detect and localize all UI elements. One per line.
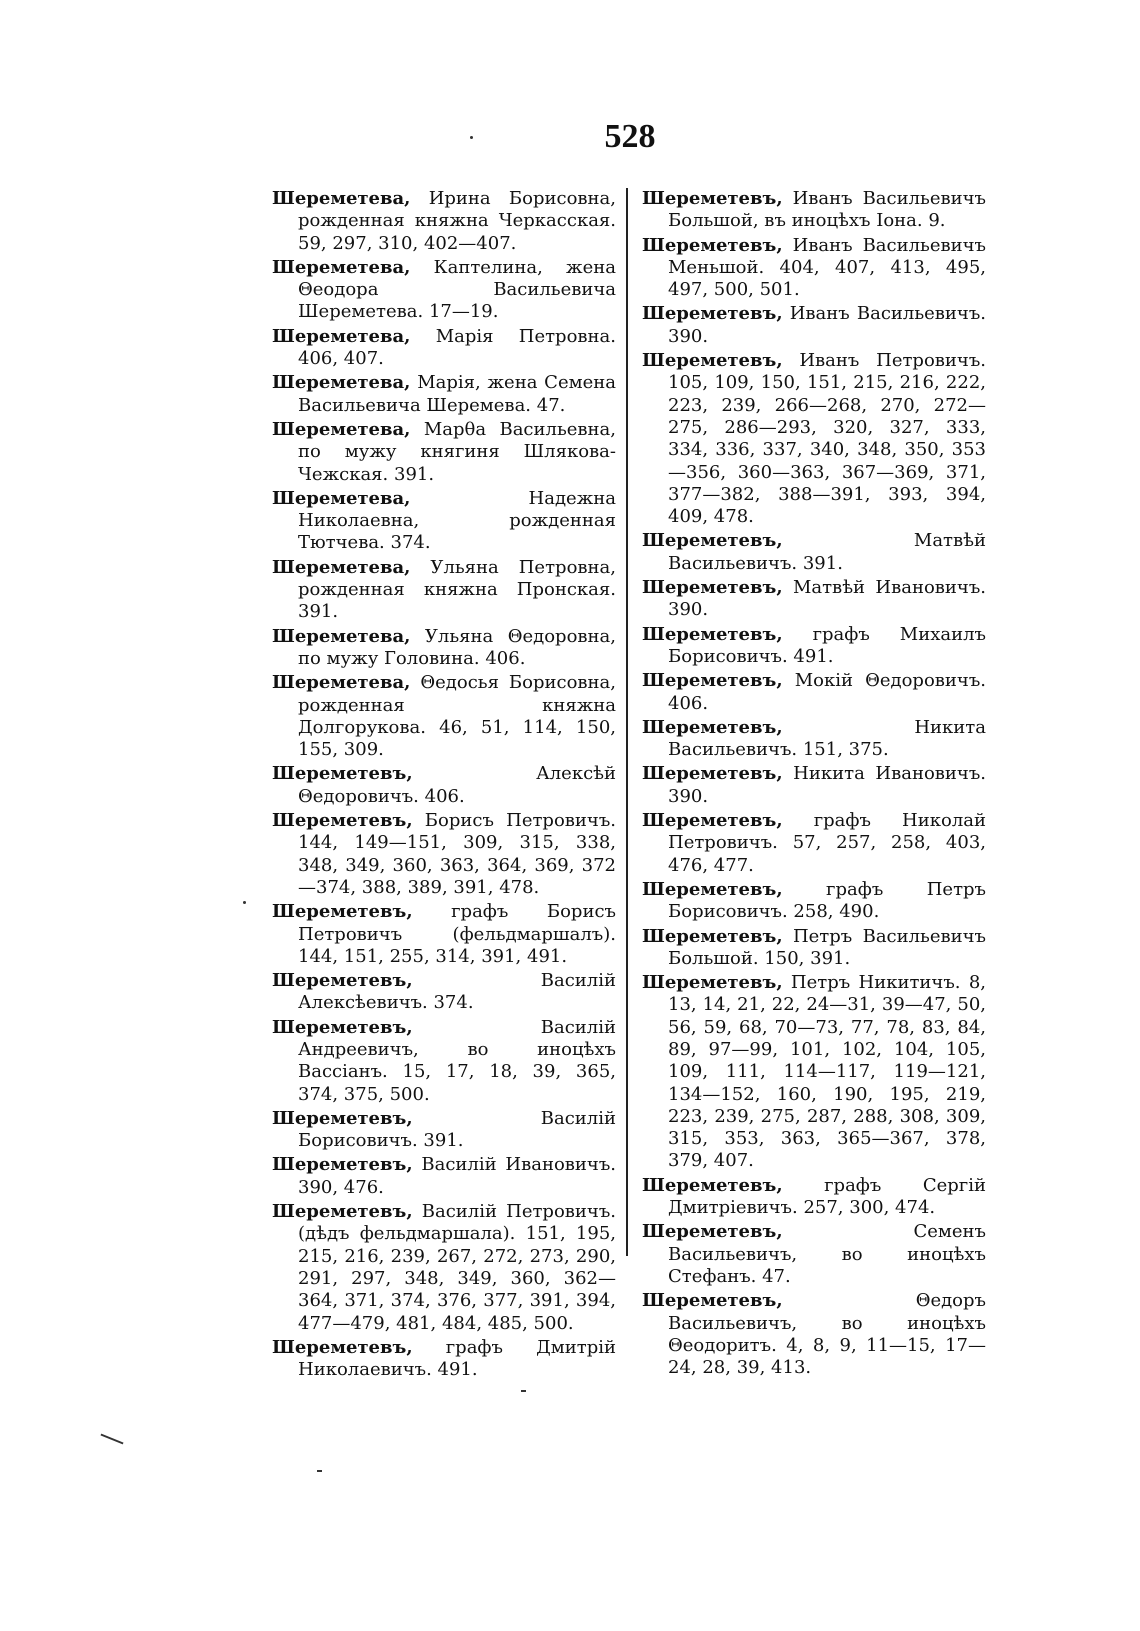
- entry-text: Иванъ Петровичъ. 105, 109, 150, 151, 215, 216, 222, 223, 239, 266—268, 270, 272—275, 286—293, 320, 327, 333, 334, 336, 337, 340, 348, 350, 353—356, 360—363, 367—369, 371, 377—382, 388—391, 393, 394, 409, 478.: [668, 350, 986, 528]
- index-entry: [642, 879, 986, 924]
- index-entry: [642, 530, 986, 575]
- entry-text: Марія Петровна. 406, 407.: [298, 325, 616, 370]
- page-number: 528: [604, 118, 656, 155]
- entry-text: Василій Андреевичъ, во иноцѣхъ Вассіанъ. 15, 17, 18, 39, 365, 374, 375, 500.: [298, 1016, 616, 1105]
- entry-text: графъ Николай Петровичъ. 57, 257, 258, 403, 476, 477.: [668, 810, 986, 876]
- index-entry: [642, 303, 986, 348]
- index-entry: [642, 577, 986, 622]
- entry-text: Надежна Николаевна, рожденная Тютчева. 374.: [298, 487, 616, 554]
- index-entry: [642, 810, 986, 877]
- index-entry: [272, 626, 616, 671]
- entry-text: Мокій Θедоровичъ. 406.: [668, 670, 986, 714]
- index-column-left: [272, 188, 616, 1383]
- entry-text: Иванъ Васильевичъ Большой, въ иноцѣхъ Іона. 9.: [668, 188, 986, 232]
- entry-text: графъ Борисъ Петровичъ (фельдмаршалъ). 144, 151, 255, 314, 391, 491.: [298, 901, 616, 967]
- index-entry: [642, 1175, 986, 1220]
- index-entry: [272, 1154, 616, 1199]
- entry-text: графъ Сергій Дмитріевичъ. 257, 300, 474.: [668, 1174, 986, 1219]
- entry-name: Шереметева,: [272, 256, 411, 278]
- index-entry: [272, 188, 616, 255]
- entry-name: Шереметевъ,: [642, 670, 783, 692]
- entry-name: Шереметевъ,: [642, 623, 783, 645]
- entry-name: Шереметевъ,: [272, 1107, 413, 1129]
- entry-name: Шереметевъ,: [272, 970, 413, 992]
- index-entry: [272, 557, 616, 624]
- index-entry: [272, 372, 616, 417]
- scan-speck: [100, 1434, 123, 1445]
- entry-text: Семенъ Васильевичъ, во иноцѣхъ Стефанъ. 47.: [668, 1221, 986, 1287]
- entry-name: Шереметева,: [272, 556, 411, 578]
- entry-name: Шереметевъ,: [642, 234, 783, 256]
- index-entry: [642, 717, 986, 762]
- entry-name: Шереметева,: [272, 672, 411, 694]
- index-column-right: [642, 188, 986, 1381]
- entry-name: Шереметевъ,: [642, 530, 783, 552]
- index-entry: [642, 350, 986, 528]
- entry-text: графъ Дмитрій Николаевичъ. 491.: [298, 1336, 616, 1381]
- scan-speck: [317, 1470, 322, 1472]
- entry-text: Петръ Васильевичъ Большой. 150, 391.: [668, 925, 986, 969]
- entry-text: Θедосья Борисовна, рожденная княжна Долгорукова. 46, 51, 114, 150, 155, 309.: [298, 672, 616, 761]
- index-entry: [272, 257, 616, 324]
- index-entry: [272, 488, 616, 555]
- index-entry: [642, 972, 986, 1173]
- entry-name: Шереметева,: [272, 418, 411, 440]
- entry-name: Шереметевъ,: [642, 925, 783, 947]
- entry-name: Шереметева,: [272, 372, 411, 394]
- index-entry: [272, 1337, 616, 1382]
- index-entry: [642, 1290, 986, 1379]
- entry-text: Никита Ивановичъ. 390.: [668, 763, 986, 807]
- index-entry: [272, 672, 616, 761]
- entry-name: Шереметевъ,: [272, 1201, 413, 1223]
- entry-name: Шереметева,: [272, 487, 411, 509]
- entry-name: Шереметевъ,: [272, 1154, 413, 1176]
- entry-text: Василій Алексѣевичъ. 374.: [298, 970, 616, 1014]
- index-entry: [642, 188, 986, 233]
- entry-name: Шереметевъ,: [642, 810, 783, 832]
- entry-text: Иванъ Васильевичъ. 390.: [668, 303, 986, 347]
- entry-text: Алексѣй Θедоровичъ. 406.: [298, 763, 616, 807]
- scan-speck: [470, 136, 473, 139]
- scan-speck: [521, 1390, 526, 1392]
- scan-speck: [243, 901, 246, 904]
- entry-name: Шереметева,: [272, 625, 411, 647]
- entry-text: графъ Петръ Борисовичъ. 258, 490.: [668, 878, 986, 923]
- entry-text: Марθа Васильевна, по мужу княгиня Шлякова-Чежская. 391.: [298, 418, 616, 485]
- entry-text: Ульяна Θедоровна, по мужу Головина. 406.: [298, 625, 616, 669]
- entry-text: Василій Ивановичъ. 390, 476.: [298, 1154, 616, 1198]
- entry-name: Шереметевъ,: [642, 716, 783, 738]
- index-entry: [272, 326, 616, 371]
- entry-text: Борисъ Петровичъ. 144, 149—151, 309, 315, 338, 348, 349, 360, 363, 364, 369, 372—374, 388, 389, 391, 478.: [298, 810, 616, 898]
- entry-name: Шереметевъ,: [642, 1221, 783, 1243]
- entry-name: Шереметевъ,: [272, 1016, 413, 1038]
- entry-text: Матвѣй Ивановичъ. 390.: [668, 577, 986, 621]
- entry-name: Шереметевъ,: [642, 350, 783, 372]
- entry-text: Иванъ Васильевичъ Меньшой. 404, 407, 413, 495, 497, 500, 501.: [668, 234, 986, 301]
- column-divider: [626, 188, 628, 1256]
- entry-text: Марія, жена Семена Васильевича Шеремева. 47.: [298, 372, 616, 416]
- entry-text: Каптелина, жена Θеодора Васильевича Шереметева. 17—19.: [298, 256, 616, 323]
- entry-name: Шереметевъ,: [642, 763, 783, 785]
- index-entry: [642, 670, 986, 715]
- index-entry: [272, 901, 616, 968]
- entry-text: Матвѣй Васильевичъ. 391.: [668, 530, 986, 574]
- index-entry: [272, 1201, 616, 1335]
- entry-name: Шереметевъ,: [642, 577, 783, 599]
- entry-text: Ирина Борисовна, рожденная княжна Черкасская. 59, 297, 310, 402—407.: [298, 188, 616, 254]
- entry-name: Шереметевъ,: [642, 1290, 783, 1312]
- index-entry: [642, 235, 986, 302]
- entry-name: Шереметева,: [272, 188, 411, 209]
- entry-name: Шереметева,: [272, 325, 411, 347]
- entry-text: Никита Васильевичъ. 151, 375.: [668, 716, 986, 761]
- entry-name: Шереметевъ,: [642, 878, 783, 900]
- index-entry: [642, 1221, 986, 1288]
- entry-name: Шереметевъ,: [642, 972, 783, 994]
- entry-text: Петръ Никитичъ. 8, 13, 14, 21, 22, 24—31, 39—47, 50, 56, 59, 68, 70—73, 77, 78, 83, 84, 89, 97—99, 101, 102, 104, 105, 109, 111, 114—117, 119—121, 134—152, 160, 190, 195, 219, 223, 239, 275, 287, 288, 308, 309, 315, 353, 363, 365—367, 378, 379, 407.: [668, 972, 986, 1172]
- index-entry: [272, 419, 616, 486]
- index-entry: [272, 970, 616, 1015]
- entry-name: Шереметевъ,: [272, 901, 413, 923]
- index-entry: [642, 763, 986, 808]
- entry-text: Василій Петровичъ. (дѣдъ фельдмаршала). 151, 195, 215, 216, 239, 267, 272, 273, 290, 291, 297, 348, 349, 360, 362—364, 371, 374, 376, 377, 391, 394, 477—479, 481, 484, 485, 500.: [298, 1201, 616, 1334]
- entry-text: Ульяна Петровна, рожденная княжна Пронская. 391.: [298, 556, 616, 623]
- entry-name: Шереметевъ,: [272, 810, 413, 832]
- index-entry: [272, 1108, 616, 1153]
- entry-name: Шереметевъ,: [272, 1336, 413, 1358]
- entry-text: Василій Борисовичъ. 391.: [298, 1107, 616, 1152]
- index-entry: [642, 926, 986, 971]
- entry-text: графъ Михаилъ Борисовичъ. 491.: [668, 623, 986, 667]
- index-entry: [642, 624, 986, 669]
- entry-name: Шереметевъ,: [642, 188, 783, 209]
- index-entry: [272, 763, 616, 808]
- index-entry: [272, 810, 616, 899]
- entry-text: Θедоръ Васильевичъ, во иноцѣхъ Θеодоритъ. 4, 8, 9, 11—15, 17—24, 28, 39, 413.: [668, 1290, 986, 1379]
- entry-name: Шереметевъ,: [272, 763, 413, 785]
- entry-name: Шереметевъ,: [642, 1174, 783, 1196]
- entry-name: Шереметевъ,: [642, 303, 783, 325]
- index-entry: [272, 1017, 616, 1106]
